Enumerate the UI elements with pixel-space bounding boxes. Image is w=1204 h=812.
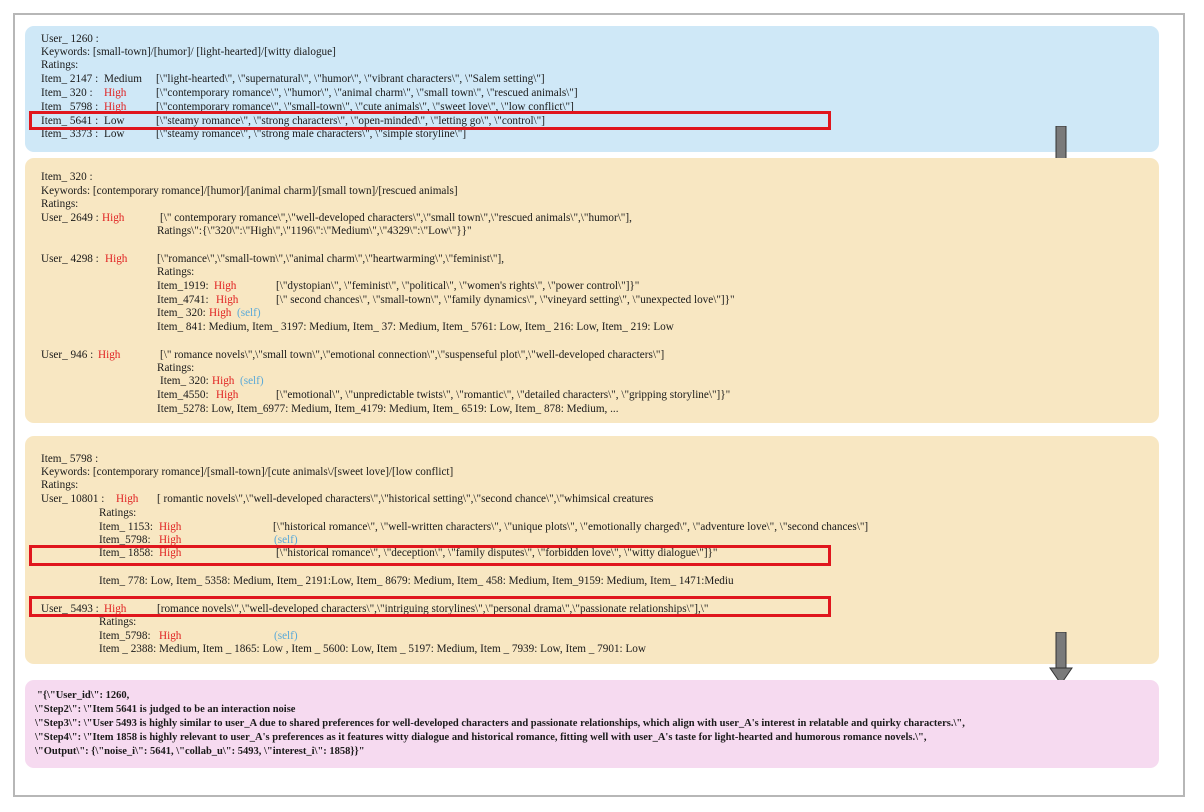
item-name: Item_5798:	[99, 534, 151, 546]
ratings-label: Ratings:	[157, 266, 195, 278]
item-tags: [\"light-hearted\", \"supernatural\", \"humor\", \"vibrant characters\", \"Salem setting\"]	[156, 73, 545, 85]
other-ratings: Item_5278: Low, Item_6977: Medium, Item_4179: Medium, Item_ 6519: Low, Item_ 878: Medium, ...	[157, 403, 619, 415]
user-tags: [romance novels\",\"well-developed characters\",\"intriguing storylines\",\"personal drama\",\"passionate relationships\"],\"	[157, 603, 709, 615]
item-name: Item_1919:	[157, 280, 209, 292]
self-label: (self)	[274, 630, 298, 642]
item-tags: [\"contemporary romance\", \"small-town\", \"cute animals\", \"sweet love\", \"low conflict\"]	[156, 101, 574, 113]
item-rating: High	[159, 630, 182, 642]
item-name: Item_ 5798 :	[41, 101, 99, 113]
item-rating: High	[209, 307, 232, 319]
ratings-label: Ratings:	[157, 362, 195, 374]
item-rating: High	[104, 87, 127, 99]
output-line-step4: \"Step4\": \"Item 1858 is highly relevant to user_A's preferences as it features witty dialogue and historical romance, fitting well with user_A's taste for light-hearted and humorous romance novels.\",	[35, 732, 927, 743]
ratings-label: Ratings:	[99, 507, 137, 519]
item-tags: [\"contemporary romance\", \"humor\", \"animal charm\", \"small town\", \"rescued animals\"]	[156, 87, 578, 99]
item-tags: [\"historical romance\", \"well-written characters\", \"unique plots\", \"emotionally charged\", \"adventure love\", \"second chances\"]	[273, 521, 869, 533]
item-rating: Low	[104, 115, 125, 127]
other-ratings: Item _ 2388: Medium, Item _ 1865: Low , Item _ 5600: Low, Item _ 5197: Medium, Item _ 7939: Low, Item _ 7901: Low	[99, 643, 646, 655]
noise-highlight-box	[29, 111, 831, 130]
item-name: Item_ 320:	[160, 375, 209, 387]
output-line-user: "{\"User_id\": 1260,	[37, 690, 130, 701]
output-line-step3: \"Step3\": \"User 5493 is highly similar to user_A due to shared preferences for well-developed characters and passionate relationships, which align with user_A's interest in relatable and quirky characters.\",	[35, 718, 965, 729]
self-label: (self)	[237, 307, 261, 319]
item-tags: [\" second chances\", \"small-town\", \"family dynamics\", \"vineyard setting\", \"unexpected love\"]}"	[276, 294, 735, 306]
user-rating: High	[105, 253, 128, 265]
item-rating: High	[212, 375, 235, 387]
collab-user-highlight-box	[29, 596, 831, 617]
user-rating: High	[116, 493, 139, 505]
item-rating: Medium	[104, 73, 142, 85]
user-ratings-json: Ratings\":{\"320\":\"High\",\"1196\":\"Medium\",\"4329\":\"Low\"}}"	[157, 225, 472, 237]
ratings-label: Ratings:	[99, 616, 137, 628]
user-name: User_ 10801 :	[41, 493, 105, 505]
item-name: Item_ 1858:	[99, 547, 154, 559]
item-name: Item_5798:	[99, 630, 151, 642]
ratings-label: Ratings:	[41, 198, 79, 210]
item-name: Item_ 2147 :	[41, 73, 99, 85]
self-label: (self)	[240, 375, 264, 387]
user-name: User_ 4298 :	[41, 253, 99, 265]
user-tags: [ romantic novels\",\"well-developed characters\",\"historical setting\",\"second chance\",\"whimsical creatures	[157, 493, 654, 505]
item-tags: [\"dystopian\", \"feminist\", \"political\", \"women's rights\", \"power control\"]}"	[276, 280, 640, 292]
item-tags: [\"steamy romance\", \"strong male characters\", \"simple storyline\"]	[156, 128, 467, 140]
item-rating: High	[104, 101, 127, 113]
user-tags: [\" romance novels\",\"small town\",\"emotional connection\",\"suspenseful plot\",\"well-developed characters\"]	[160, 349, 665, 361]
user-name: User_ 2649 :	[41, 212, 99, 224]
self-label: (self)	[274, 534, 298, 546]
item-name: Item_ 3373 :	[41, 128, 99, 140]
user-rating: High	[98, 349, 121, 361]
ratings-label: Ratings:	[41, 479, 79, 491]
user-name: User_ 5493 :	[41, 603, 99, 615]
item-title: Item_ 5798 :	[41, 453, 99, 465]
user-id: User_ 1260 :	[41, 33, 99, 45]
item-rating: Low	[104, 128, 125, 140]
item-name: Item_4741:	[157, 294, 209, 306]
item-tags: [\"emotional\", \"unpredictable twists\", \"romantic\", \"detailed characters\", \"gripping storyline\"]}"	[276, 389, 731, 401]
user-tags: [\"romance\",\"small-town\",\"animal charm\",\"heartwarming\",\"feminist\"],	[157, 253, 505, 265]
item-name: Item_ 320:	[157, 307, 206, 319]
other-ratings: Item_ 841: Medium, Item_ 3197: Medium, Item_ 37: Medium, Item_ 5761: Low, Item_ 216: Low, Item_ 219: Low	[157, 321, 674, 333]
item-rating: High	[159, 521, 182, 533]
interest-highlight-box	[29, 545, 831, 566]
output-line-result: \"Output\": {\"noise_i\": 5641, \"collab_u\": 5493, \"interest_i\": 1858}}"	[35, 746, 365, 757]
output-line-step2: \"Step2\": \"Item 5641 is judged to be an interaction noise	[35, 704, 296, 715]
item-rating: High	[216, 389, 239, 401]
item-name: Item_ 5641 :	[41, 115, 99, 127]
item-name: Item_ 1153:	[99, 521, 153, 533]
item-name: Item_4550:	[157, 389, 209, 401]
down-arrow-icon	[1049, 632, 1073, 686]
item-rating: High	[214, 280, 237, 292]
item-tags: [\"historical romance\", \"deception\", \"family disputes\", \"forbidden love\", \"witty dialogue\"]}"	[276, 547, 718, 559]
user-keywords: Keywords: [small-town]/[humor]/ [light-hearted]/[witty dialogue]	[41, 46, 336, 58]
item-title: Item_ 320 :	[41, 171, 93, 183]
user-tags: [\" contemporary romance\",\"well-developed characters\",\"small town\",\"rescued animals\",\"humor\"],	[160, 212, 632, 224]
item-name: Item_ 320 :	[41, 87, 93, 99]
item-keywords: Keywords: [contemporary romance]/[humor]/[animal charm]/[small town]/[rescued animals]	[41, 185, 458, 197]
user-rating: High	[102, 212, 125, 224]
other-ratings: Item_ 778: Low, Item_ 5358: Medium, Item_ 2191:Low, Item_ 8679: Medium, Item_ 458: Medium, Item_9159: Medium, Item_ 1471:Mediu	[99, 575, 734, 587]
item-tags: [\"steamy romance\", \"strong characters\", \"open-minded\", \"letting go\", \"control\"]	[156, 115, 545, 127]
ratings-label: Ratings:	[41, 59, 79, 71]
item-rating: High	[159, 534, 182, 546]
user-rating: High	[104, 603, 127, 615]
user-name: User_ 946 :	[41, 349, 94, 361]
item-keywords: Keywords: [contemporary romance]/[small-town]/[cute animals\/[sweet love]/[low conflict]	[41, 466, 454, 478]
item-rating: High	[159, 547, 182, 559]
item-rating: High	[216, 294, 239, 306]
